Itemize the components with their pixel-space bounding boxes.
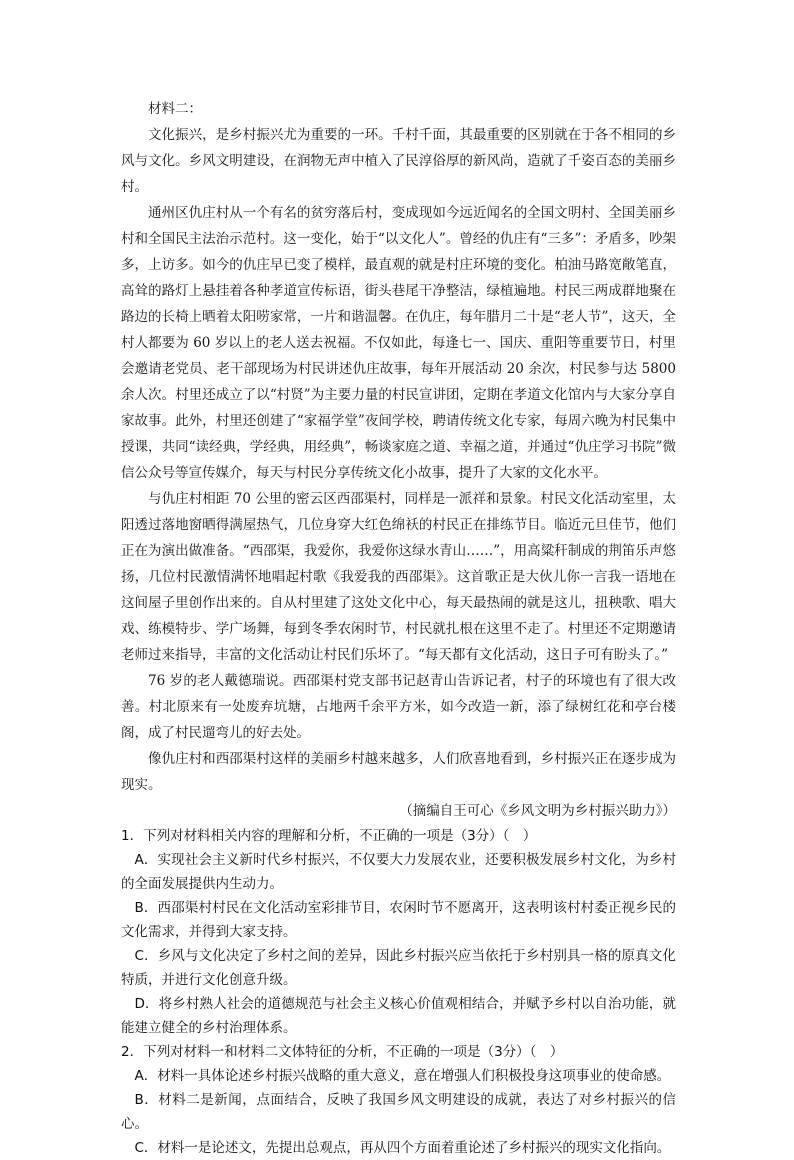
paragraph: 与仇庄村相距 70 公里的密云区西邵渠村，同样是一派祥和景象。村民文化活动室里，太阳透过落地窗晒得满屋热气，几位身穿大红色绵袄的村民正在排练节目。临近元旦佳节，他们正在为演出做准备。“西邵渠，我爱你，我爱你这绿水青山……”，用高粱秆制成的荆笛乐声悠扬，几位村民激情满怀地唱起村歌《我爱我的西邵渠》。这首歌正是大伙儿你一言我一语地在这间屋子里创作出来的。自从村里建了这处文化中心，每天最热闹的就是这儿，扭秧歌、唱大戏、练模特步、学广场舞，每到冬季农闲时节，村民就扎根在这里不走了。村里还不定期邀请老师过来指导，丰富的文化活动让村民们乐坏了。“每天都有文化活动，这日子可有盼头了。” <box>121 491 676 663</box>
paragraph: 76 岁的老人戴德瑞说。西邵渠村党支部书记赵青山告诉记者，村子的环境也有了很大改善。村北原来有一处废弃坑塘，占地两千余平方米，如今改造一新，添了绿树红花和亭台楼阁，成了村民遛弯儿的好去处。 <box>121 673 676 741</box>
option-b[interactable]: B．材料二是新闻，点面结合，反映了我国乡风文明建设的成就，表达了对乡村振兴的信心。 <box>121 1092 676 1132</box>
option-b[interactable]: B．西邵渠村村民在文化活动室彩排节目，农闲时节不愿离开，这表明该村村委正视乡民的文化需求，并得到大家支持。 <box>121 900 676 940</box>
paragraph: 像仇庄村和西邵渠村这样的美丽乡村越来越多，人们欣喜地看到，乡村振兴正在逐步成为现实。 <box>121 751 676 793</box>
paragraph: 文化振兴，是乡村振兴尤为重要的一环。千村千面，其最重要的区别就在于各不相同的乡风与文化。乡风文明建设，在润物无声中植入了民淳俗厚的新风尚，造就了千姿百态的美丽乡村。 <box>121 127 676 195</box>
page-content <box>121 96 676 1160</box>
question-block <box>121 824 676 1160</box>
option-d[interactable]: D．将乡村熟人社会的道德规范与社会主义核心价值观相结合，并赋予乡村以自治功能，就能建立健全的乡村治理体系。 <box>121 996 676 1036</box>
question-stem: 2．下列对材料一和材料二文体特征的分析，不正确的一项是（3分）（ ） <box>121 1044 564 1060</box>
material-two <box>121 96 676 824</box>
question-stem: 1．下列对材料相关内容的理解和分析，不正确的一项是（3分）（ ） <box>121 828 537 844</box>
option-a[interactable]: A．材料一具体论述乡村振兴战略的重大意义，意在增强人们积极投身这项事业的使命感。 <box>134 1068 671 1084</box>
paragraph: 通州区仇庄村从一个有名的贫穷落后村，变成现如今远近闻名的全国文明村、全国美丽乡村和全国民主法治示范村。这一变化，始于“以文化人”。曾经的仇庄有“三多”：矛盾多，吵架多，上访多。如今的仇庄早已变了模样，最直观的就是村庄环境的变化。柏油马路宽敞笔直，高耸的路灯上悬挂着各种孝道宣传标语，街头巷尾干净整洁，绿植遍地。村民三两成群地聚在路边的长椅上晒着太阳唠家常，一片和谐温馨。在仇庄，每年腊月二十是“老人节”，这天，全村人都要为 60 岁以上的老人送去祝福。不仅如此，每逢七一、国庆、重阳等重要节日，村里会邀请老党员、老干部现场为村民讲述仇庄故事，每年开展活动 20 余次，村民参与达 5800 余人次。村里还成立了以“村贤”为主要力量的村民宣讲团，定期在孝道文化馆内与大家分享自家故事。此外，村里还创建了“家福学堂”夜间学校，聘请传统文化专家，每周六晚为村民集中授课，共同“读经典，学经典，用经典”，畅谈家庭之道、幸福之道，并通过“仇庄学习书院”微信公众号等宣传媒介，每天与村民分享传统文化小故事，提升了大家的文化水平。 <box>121 205 676 481</box>
option-c[interactable]: C．乡风与文化决定了乡村之间的差异，因此乡村振兴应当依托于乡村别具一格的原真文化特质，并进行文化创意升级。 <box>121 948 676 988</box>
material-label: 材料二： <box>148 101 202 117</box>
option-c[interactable]: C．材料一是论述文，先提出总观点，再从四个方面着重论述了乡村振兴的现实文化指向。 <box>134 1140 671 1156</box>
option-a[interactable]: A．实现社会主义新时代乡村振兴，不仅要大力发展农业，还要积极发展乡村文化，为乡村的全面发展提供内生动力。 <box>121 852 676 892</box>
source-citation: （摘编自王可心《乡风文明为乡村振兴助力》） <box>399 803 676 819</box>
